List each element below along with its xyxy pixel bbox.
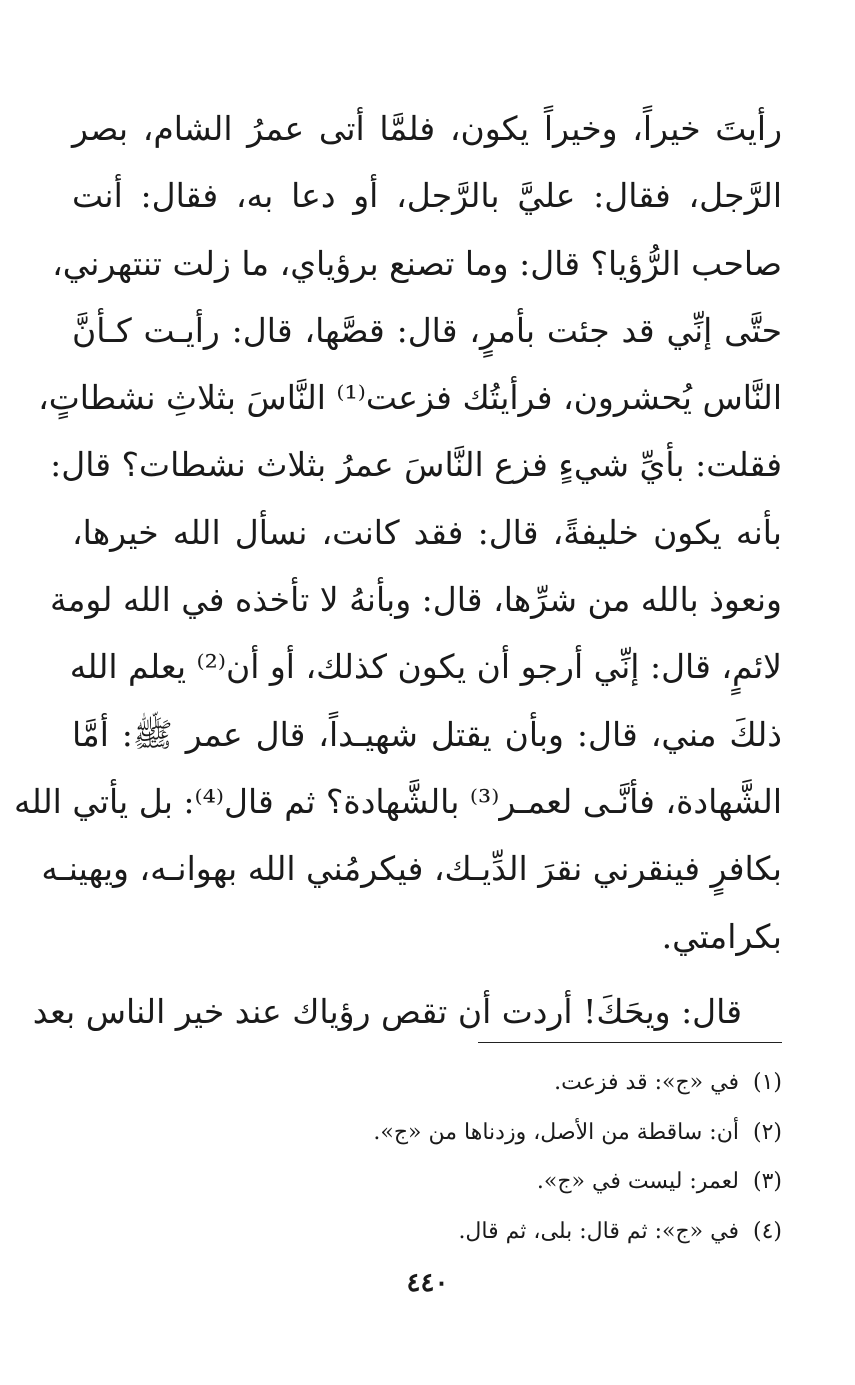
text-line: لائمٍ، قال: إنِّي أرجو أن يكون كذلك، أو أن⁽²⁾ يعلم الله [69,647,782,687]
footnote [72,1058,782,1108]
footnote-number: (٣) [752,1169,782,1194]
text-line: الشَّهادة، فأنَّـى لعمـر⁽³⁾ بالشَّهادة؟ ثم قال⁽⁴⁾: بل يأتي الله [13,781,782,821]
footnote-text: في «ج»: قد فزعت. [554,1070,739,1095]
footnotes [72,1058,782,1256]
text-line: ونعوذ بالله من شرِّها، قال: وبأنهُ لا تأخذه في الله لومة [50,580,782,620]
text-line: بكرامتي. [661,916,782,956]
main-text [13,95,782,1045]
footnote [72,1207,782,1257]
text-line: الرَّجل، فقال: عليَّ بالرَّجل، أو دعا به، فقال: أنت [72,176,782,216]
second-paragraph-line: قال: ويحَكَ! أردت أن تقص رؤياك عند خير الناس بعد [32,991,742,1031]
footnote-text: لعمر: ليست في «ج». [536,1169,739,1194]
text-line: ذلكَ مني، قال: وبأن يقتل شهيـداً، قال عمر ﷺ: أمَّا [72,714,782,754]
text-line: رأيتَ خيراً، وخيراً يكون، فلمَّا أتى عمرُ الشام، بصر [72,109,782,148]
footnote [72,1108,782,1158]
text-line: النَّاس يُحشرون، فرأيتُك فزعت⁽¹⁾ النَّاسَ بثلاثِ نشطاتٍ، [38,378,782,418]
page-number: ٤٤٠ [406,1268,449,1298]
text-line: بأنه يكون خليفةً، قال: فقد كانت، نسأل الله خيرها، [72,512,782,552]
footnote-number: (٢) [752,1119,782,1145]
footnote-text: أن: ساقطة من الأصل، وزدناها من «ج». [373,1119,739,1145]
paragraph-gap [72,970,782,978]
text-line: حتَّى إنِّي قد جئت بأمرٍ، قال: قصَّها، قال: رأيـت كـأنَّ [72,310,782,350]
footnote-number: (١) [752,1070,782,1095]
text-line: بكافرٍ فينقرني نقرَ الدِّيـك، فيكرمُني الله بهوانـه، ويهينـه [41,849,782,889]
footnote-separator [478,1042,782,1043]
footnote-text: في «ج»: ثم قال: بلى، ثم قال. [458,1218,739,1244]
text-line: صاحب الرُّؤيا؟ قال: وما تصنع برؤياي، ما زلت تنتهرني، [52,243,782,283]
text-line: فقلت: بأيِّ شيءٍ فزع النَّاسَ عمرُ بثلاث نشطات؟ قال: [50,445,782,485]
footnote-number: (٤) [752,1218,782,1244]
footnote [72,1157,782,1207]
